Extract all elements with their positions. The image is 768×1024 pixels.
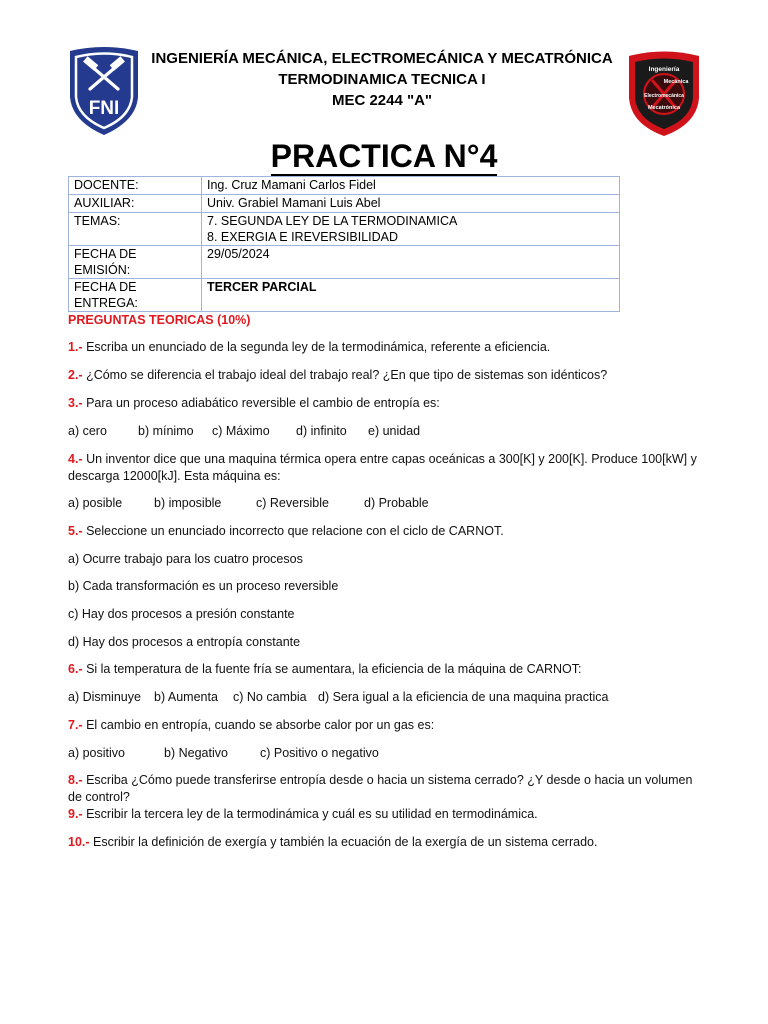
question-number: 3.- [68,396,83,410]
option: b) imposible [154,496,222,510]
question-5 [68,523,708,540]
option: d) infinito [296,424,347,438]
question-number: 10.- [68,835,90,849]
option: a) posible [68,496,123,510]
option: c) Positivo o negativo [260,746,379,760]
option: b) mínimo [138,424,194,438]
logo-left-text: FNI [88,98,120,119]
topic-1: 7. SEGUNDA LEY DE LA TERMODINAMICA [207,214,458,228]
question-text: Si la temperatura de la fuente fría se aumentara, la eficiencia de la máquina de CARNOT: [82,662,582,676]
question-number: 5.- [68,524,83,538]
question-number: 6.- [68,662,83,676]
option: b) Negativo [164,746,228,760]
page-title [0,136,768,176]
fni-logo [66,45,142,137]
question-number: 8.- [68,773,83,787]
info-key: TEMAS: [69,213,202,246]
info-key: AUXILIAR: [69,195,202,213]
question-5-option-c: c) Hay dos procesos a presión constante [68,607,295,621]
question-number: 9.- [68,807,83,821]
question-text: Seleccione un enunciado incorrecto que relacione con el ciclo de CARNOT. [82,524,504,538]
option: c) Reversible [256,496,329,510]
info-value: Ing. Cruz Mamani Carlos Fidel [202,177,620,195]
question-number: 1.- [68,340,83,354]
table-row [69,195,620,213]
question-9 [68,806,708,823]
info-key: FECHA DE EMISIÓN: [69,246,202,279]
header-line-2: TERMODINAMICA TECNICA I [278,71,486,88]
table-row [69,213,620,246]
option: d) Sera igual a la eficiencia de una maquina practica [318,690,609,704]
question-text: Escribir la tercera ley de la termodinámica y cuál es su utilidad en termodinámica. [82,807,538,821]
option: a) Disminuye [68,690,141,704]
option: b) Aumenta [154,690,218,704]
question-number: 2.- [68,368,83,382]
question-number: 7.- [68,718,83,732]
question-10 [68,834,708,851]
question-4 [68,451,708,485]
info-value-delivery: TERCER PARCIAL [202,279,620,312]
topic-2: 8. EXERGIA E IREVERSIBILIDAD [207,230,399,244]
question-text: Escribir la definición de exergía y también la ecuación de la exergía de un sistema cerrado. [89,835,598,849]
question-number: 4.- [68,452,83,466]
engineering-shield-logo [626,50,702,138]
question-5-option-a: a) Ocurre trabajo para los cuatro procesos [68,552,303,566]
info-value-topics [202,213,620,246]
question-8 [68,772,708,806]
option: c) No cambia [233,690,307,704]
info-value: Univ. Grabiel Mamani Luis Abel [202,195,620,213]
info-table [68,176,620,312]
question-2 [68,367,708,384]
question-text: ¿Cómo se diferencia el trabajo ideal del trabajo real? ¿En que tipo de sistemas son idénticos? [82,368,608,382]
page-title-text: PRACTICA N°4 [270,138,498,174]
question-7 [68,717,708,734]
header-line-3: MEC 2244 "A" [331,92,433,109]
question-4-options [68,495,429,512]
question-text: Escriba ¿Cómo puede transferirse entropía desde o hacia un sistema cerrado? ¿Y desde o hacia un volumen de control? [68,773,693,804]
info-key: DOCENTE: [69,177,202,195]
question-7-options [68,745,379,762]
info-key: FECHA DE ENTREGA: [69,279,202,312]
question-text: Escriba un enunciado de la segunda ley de la termodinámica, referente a eficiencia. [82,340,551,354]
logo-right-line-1: Ingeniería [648,66,680,73]
option: a) positivo [68,746,125,760]
option: e) unidad [368,424,421,438]
question-6-options [68,689,608,706]
question-3-options [68,423,420,440]
header-block [150,48,614,111]
table-row [69,177,620,195]
question-5-option-b: b) Cada transformación es un proceso reversible [68,579,339,593]
header-line-1: INGENIERÍA MECÁNICA, ELECTROMECÁNICA Y MECATRÓNICA [151,50,613,67]
question-5-option-d: d) Hay dos procesos a entropía constante [68,635,301,649]
option: d) Probable [364,496,429,510]
info-value: 29/05/2024 [202,246,620,279]
table-row [69,279,620,312]
logo-right-line-2: Mecánica [663,79,689,85]
question-3 [68,395,708,412]
question-text: Para un proceso adiabático reversible el cambio de entropía es: [82,396,440,410]
option: c) Máximo [212,424,270,438]
question-1 [68,339,708,356]
option: a) cero [68,424,107,438]
question-text: Un inventor dice que una maquina térmica opera entre capas oceánicas a 300[K] y 200[K]. Produce 100[kW] y descarga 12000[kJ]. Esta máquina es: [68,452,697,483]
logo-right-line-4: Mecatrónica [647,105,681,111]
logo-right-line-3: Electromecánica [644,93,684,99]
section-title: PREGUNTAS TEORICAS (10%) [68,313,251,327]
question-6 [68,661,708,678]
question-text: El cambio en entropía, cuando se absorbe calor por un gas es: [82,718,435,732]
table-row [69,246,620,279]
